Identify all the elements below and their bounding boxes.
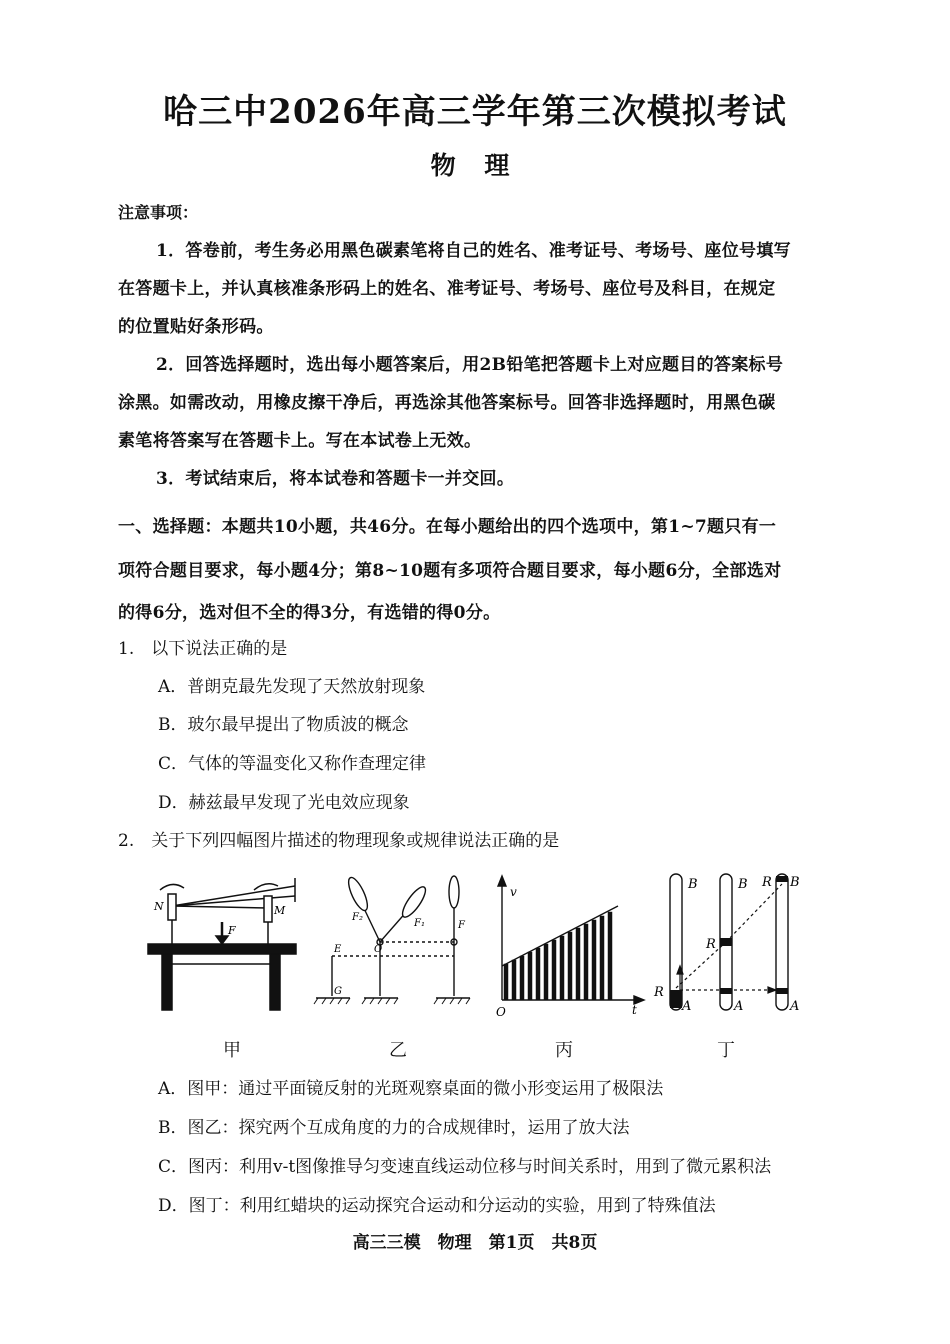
question-1-option-b: B．玻尔最早提出了物质波的概念 [158,715,409,735]
notes-line: 涂黑。如需改动，用橡皮擦干净后，再选涂其他答案标号。回答非选择题时，用黑色碳 [118,393,776,413]
figure-yi-caption: 乙 [389,1040,407,1061]
figure-ding-label-r: R [706,937,716,952]
section-line: 的得6分，选对但不全的得3分，有选错的得0分。 [118,603,501,623]
figure-bing [490,870,650,1020]
figure-ding-label-a: A [790,999,800,1014]
exam-title: 哈三中2026年高三学年第三次模拟考试 [163,92,787,132]
question-2-option-a: A．图甲：通过平面镜反射的光斑观察桌面的微小形变运用了极限法 [158,1079,664,1099]
question-2-option-c: C．图丙：利用v-t图像推导匀变速直线运动位移与时间关系时，用到了微元累积法 [158,1157,772,1177]
figure-yi-label-f2: F₂ [352,912,363,923]
figure-jia-caption: 甲 [223,1040,241,1061]
question-2-option-d: D．图丁：利用红蜡块的运动探究合运动和分运动的实验，用到了特殊值法 [158,1196,716,1216]
question-1-option-a: A．普朗克最先发现了天然放射现象 [158,677,426,697]
notes-line: 的位置贴好条形码。 [118,317,274,337]
figure-bing-caption: 丙 [555,1040,573,1061]
figure-jia-label-m: M [274,904,286,917]
figure-bing-label-t: t [632,1003,637,1017]
notes-line: 3．考试结束后，将本试卷和答题卡一并交回。 [156,469,515,489]
figure-ding-label-a: A [734,999,744,1014]
question-1-stem: 1. 以下说法正确的是 [118,639,288,659]
subject-title: 物 理 [430,151,520,180]
notes-line: 在答题卡上，并认真核准条形码上的姓名、准考证号、考场号、座位号及科目，在规定 [118,279,776,299]
figure-jia-label-f: F [228,924,236,937]
figure-jia-label-n: N [154,900,164,913]
figure-jia [140,870,310,1030]
section-line: 项符合题目要求，每小题4分；第8~10题有多项符合题目要求，每小题6分，全部选对 [118,561,782,581]
figure-yi-label-f1: F₁ [414,918,425,929]
figure-ding-label-a: A [682,999,692,1014]
question-2-stem: 2. 关于下列四幅图片描述的物理现象或规律说法正确的是 [118,831,560,851]
figure-bing-label-v: v [510,885,517,899]
figure-yi-label-g: G [334,986,342,997]
notes-line: 1．答卷前，考生务必用黑色碳素笔将自己的姓名、准考证号、考场号、座位号填写 [156,241,791,261]
figure-ding [650,870,820,1030]
notes-line: 2．回答选择题时，选出每小题答案后，用2B铅笔把答题卡上对应题目的答案标号 [156,355,784,375]
question-2-option-b: B．图乙：探究两个互成角度的力的合成规律时，运用了放大法 [158,1118,630,1138]
figure-ding-caption: 丁 [717,1040,735,1061]
figure-yi-label-o: O [374,944,383,955]
figure-ding-label-b: B [688,877,698,892]
figure-bing-label-o: O [496,1005,506,1019]
notes-heading: 注意事项： [118,203,199,222]
figure-ding-label-r: R [654,985,664,1000]
page-footer: 高三三模 物理 第1页 共8页 [352,1233,598,1253]
notes-line: 素笔将答案写在答题卡上。写在本试卷上无效。 [118,431,482,451]
figure-yi-label-f: F [458,920,465,931]
figure-ding-label-b: B [738,877,748,892]
question-1-option-c: C．气体的等温变化又称作查理定律 [158,754,427,774]
question-1-option-d: D．赫兹最早发现了光电效应现象 [158,793,410,813]
figure-yi-label-e: E [334,944,342,955]
figure-ding-label-b: B [790,875,800,890]
figure-yi [310,870,480,1030]
figure-ding-label-r: R [762,875,772,890]
section-line: 一、选择题：本题共10小题，共46分。在每小题给出的四个选项中，第1~7题只有一 [118,517,777,537]
